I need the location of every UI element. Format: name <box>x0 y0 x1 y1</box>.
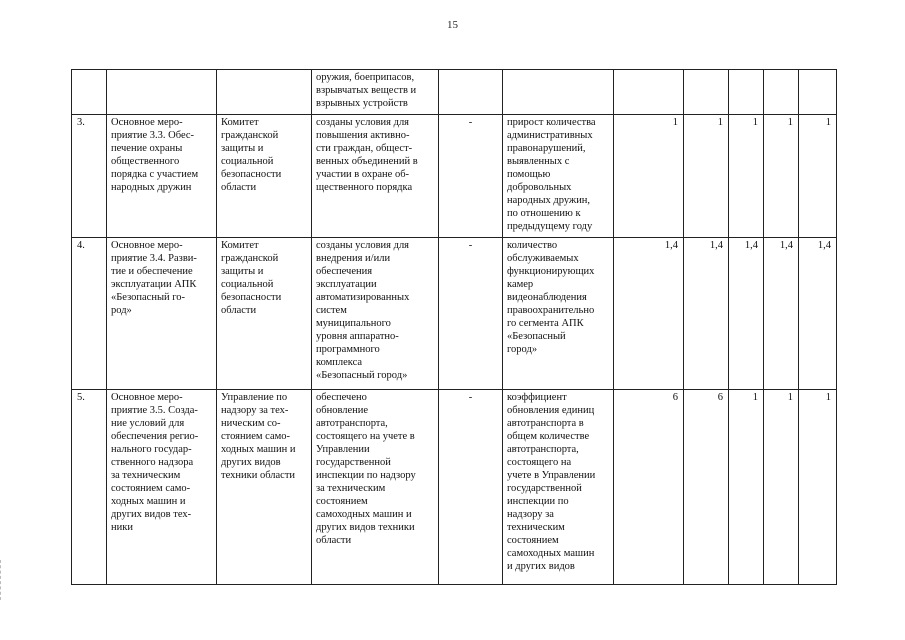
value-cell: 1 <box>764 390 799 585</box>
executor-cell-line: стоянием само- <box>221 431 290 442</box>
indicator-cell-line: правоохранительно <box>507 305 595 316</box>
indicator-cell-line: коэффициент <box>507 392 567 403</box>
indicator-cell-line: состоящего на <box>507 457 572 468</box>
executor-cell-line: ническим со- <box>221 418 281 429</box>
row-index-cell: 4. <box>72 238 107 390</box>
value-cell: 1,4 <box>729 238 764 390</box>
result-cell-line: комплекса <box>316 357 363 368</box>
indicator-cell <box>503 115 614 238</box>
indicator-cell-line: инспекции по <box>507 496 569 507</box>
row-index-cell <box>72 70 107 115</box>
result-cell-line: щественного порядка <box>316 182 413 193</box>
executor-cell-line: социальной <box>221 156 274 167</box>
indicator-cell-line: количество <box>507 240 558 251</box>
executor-cell-line: области <box>221 305 257 316</box>
dash-cell: - <box>439 390 503 585</box>
event-cell-line: общественного <box>111 156 180 167</box>
executor-cell-line: защиты и <box>221 266 264 277</box>
event-cell-line: обеспечения регио- <box>111 431 199 442</box>
executor-cell <box>217 115 312 238</box>
executor-cell <box>217 238 312 390</box>
executor-cell-line: безопасности <box>221 169 282 180</box>
table-row <box>72 115 837 238</box>
dash-cell: - <box>439 115 503 238</box>
dash-cell: - <box>439 238 503 390</box>
result-cell-line: обеспечено <box>316 392 367 403</box>
event-cell-line: «Безопасный го- <box>111 292 186 303</box>
result-cell-line: взрывчатых веществ и <box>316 85 417 96</box>
event-cell-line: Основное меро- <box>111 240 183 251</box>
event-cell-line: ходных машин и <box>111 496 186 507</box>
executor-cell-line: Управление по <box>221 392 288 403</box>
indicator-cell-line: и других видов <box>507 561 575 572</box>
indicator-cell-line: помощью <box>507 169 551 180</box>
value-cell: 1 <box>799 390 837 585</box>
result-cell-line: оружия, боеприпасов, <box>316 72 415 83</box>
result-cell <box>312 390 439 585</box>
value-cell: 1 <box>799 115 837 238</box>
executor-cell-line: гражданской <box>221 130 279 141</box>
table-row <box>72 70 837 115</box>
event-cell-line: приятие 3.4. Разви- <box>111 253 197 264</box>
event-cell-line: Основное меро- <box>111 117 183 128</box>
result-cell-line: муниципального <box>316 318 391 329</box>
event-cell-line: род» <box>111 305 132 316</box>
executor-cell-line: защиты и <box>221 143 264 154</box>
event-cell <box>107 70 217 115</box>
result-cell-line: созданы условия для <box>316 240 410 251</box>
result-cell-line: «Безопасный город» <box>316 370 408 381</box>
event-cell <box>107 238 217 390</box>
indicator-cell-line: техническим <box>507 522 565 533</box>
value-cell: 1 <box>614 115 684 238</box>
result-cell-line: автоматизированных <box>316 292 410 303</box>
event-cell-line: нального государ- <box>111 444 192 455</box>
value-cell: 1 <box>764 115 799 238</box>
executor-cell-line: ходных машин и <box>221 444 296 455</box>
result-cell-line: систем <box>316 305 347 316</box>
result-cell-line: повышения активно- <box>316 130 410 141</box>
result-cell-line: созданы условия для <box>316 117 410 128</box>
result-cell-line: обеспечения <box>316 266 373 277</box>
result-cell-line: инспекции по надзору <box>316 470 416 481</box>
indicator-cell-line: общем количестве <box>507 431 590 442</box>
indicator-cell-line: государственной <box>507 483 582 494</box>
event-cell-line: ники <box>111 522 133 533</box>
indicator-cell-line: самоходных машин <box>507 548 595 559</box>
event-cell-line: ственного надзора <box>111 457 194 468</box>
executor-cell-line: других видов <box>221 457 281 468</box>
event-cell-line: народных дружин <box>111 182 192 193</box>
event-cell-line: приятие 3.3. Обес- <box>111 130 195 141</box>
indicator-cell-line: выявленных с <box>507 156 570 167</box>
table-row <box>72 238 837 390</box>
value-cell <box>684 70 729 115</box>
value-cell <box>764 70 799 115</box>
value-cell: 1,4 <box>799 238 837 390</box>
dash-cell <box>439 70 503 115</box>
value-cell <box>799 70 837 115</box>
value-cell: 6 <box>614 390 684 585</box>
value-cell: 1 <box>729 390 764 585</box>
indicator-cell <box>503 70 614 115</box>
result-cell-line: взрывных устройств <box>316 98 408 109</box>
indicator-cell-line: обновления единиц <box>507 405 595 416</box>
result-cell <box>312 238 439 390</box>
event-cell <box>107 390 217 585</box>
executor-cell-line: Комитет <box>221 240 259 251</box>
indicator-cell-line: «Безопасный <box>507 331 566 342</box>
value-cell: 1,4 <box>764 238 799 390</box>
value-cell: 6 <box>684 390 729 585</box>
indicator-cell-line: го сегмента АПК <box>507 318 584 329</box>
event-cell-line: печение охраны <box>111 143 183 154</box>
result-cell-line: Управлении <box>316 444 370 455</box>
indicator-cell-line: правонарушений, <box>507 143 586 154</box>
indicator-cell-line: город» <box>507 344 538 355</box>
page-number: 15 <box>447 19 458 31</box>
indicator-cell <box>503 238 614 390</box>
indicator-cell-line: обслуживаемых <box>507 253 579 264</box>
executor-cell-line: области <box>221 182 257 193</box>
indicator-cell-line: надзору за <box>507 509 554 520</box>
table-row <box>72 390 837 585</box>
value-cell: 1,4 <box>684 238 729 390</box>
indicator-cell-line: функционирующих <box>507 266 595 277</box>
result-cell-line: программного <box>316 344 380 355</box>
result-cell-line: государственной <box>316 457 391 468</box>
result-cell-line: состоянием <box>316 496 368 507</box>
result-cell-line: уровня аппаратно- <box>316 331 399 342</box>
event-cell-line: за техническим <box>111 470 181 481</box>
indicator-cell-line: по отношению к <box>507 208 581 219</box>
event-cell-line: состоянием само- <box>111 483 191 494</box>
result-cell-line: эксплуатации <box>316 279 377 290</box>
indicator-cell-line: состоянием <box>507 535 559 546</box>
row-index-cell: 3. <box>72 115 107 238</box>
result-cell-line: венных объединений в <box>316 156 418 167</box>
result-cell <box>312 70 439 115</box>
event-cell-line: приятие 3.5. Созда- <box>111 405 198 416</box>
indicator-cell-line: камер <box>507 279 534 290</box>
result-cell-line: обновление <box>316 405 369 416</box>
executor-cell <box>217 70 312 115</box>
row-index-cell: 5. <box>72 390 107 585</box>
executor-cell-line: социальной <box>221 279 274 290</box>
executor-cell-line: Комитет <box>221 117 259 128</box>
executor-cell-line: безопасности <box>221 292 282 303</box>
result-cell-line: внедрения и/или <box>316 253 391 264</box>
result-cell-line: за техническим <box>316 483 386 494</box>
indicator-cell-line: учете в Управлении <box>507 470 596 481</box>
indicator-cell-line: автотранспорта в <box>507 418 584 429</box>
event-cell-line: ние условий для <box>111 418 185 429</box>
scan-edge-mark <box>0 560 7 600</box>
event-cell-line: эксплуатации АПК <box>111 279 197 290</box>
result-cell-line: сти граждан, общест- <box>316 143 413 154</box>
event-cell-line: тие и обеспечение <box>111 266 193 277</box>
result-cell-line: области <box>316 535 352 546</box>
program-table <box>71 69 837 585</box>
indicator-cell-line: видеонаблюдения <box>507 292 587 303</box>
event-cell-line: порядка с участием <box>111 169 199 180</box>
indicator-cell-line: автотранспорта, <box>507 444 579 455</box>
executor-cell-line: техники области <box>221 470 296 481</box>
value-cell <box>729 70 764 115</box>
value-cell: 1,4 <box>614 238 684 390</box>
value-cell <box>614 70 684 115</box>
indicator-cell-line: предыдущему году <box>507 221 593 232</box>
indicator-cell-line: прирост количества <box>507 117 596 128</box>
value-cell: 1 <box>729 115 764 238</box>
result-cell-line: участии в охране об- <box>316 169 410 180</box>
executor-cell <box>217 390 312 585</box>
indicator-cell-line: административных <box>507 130 593 141</box>
indicator-cell-line: добровольных <box>507 182 572 193</box>
result-cell-line: автотранспорта, <box>316 418 388 429</box>
executor-cell-line: гражданской <box>221 253 279 264</box>
executor-cell-line: надзору за тех- <box>221 405 289 416</box>
event-cell-line: других видов тех- <box>111 509 192 520</box>
indicator-cell-line: народных дружин, <box>507 195 591 206</box>
result-cell-line: других видов техники <box>316 522 415 533</box>
result-cell <box>312 115 439 238</box>
indicator-cell <box>503 390 614 585</box>
result-cell-line: самоходных машин и <box>316 509 412 520</box>
event-cell-line: Основное меро- <box>111 392 183 403</box>
value-cell: 1 <box>684 115 729 238</box>
result-cell-line: состоящего на учете в <box>316 431 415 442</box>
event-cell <box>107 115 217 238</box>
